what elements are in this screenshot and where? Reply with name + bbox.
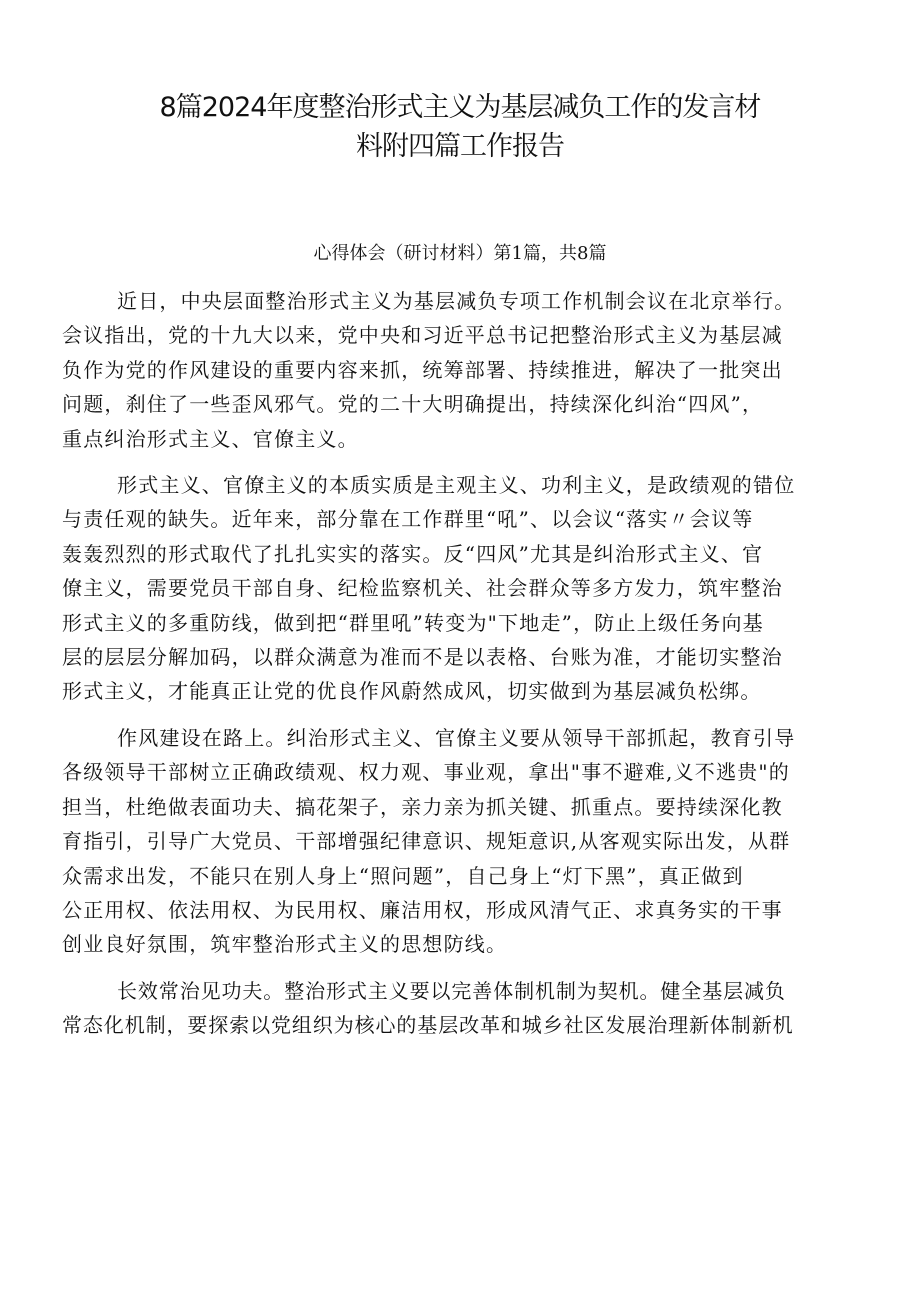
- text-line: 负作为党的作风建设的重要内容来抓，统筹部署、持续推进，解决了一批突出: [62, 357, 783, 382]
- text-line: 众需求出发，不能只在别人身上“照问题”，自己身上“灯下黑”，真正做到: [62, 863, 744, 888]
- paragraph-4: [62, 974, 862, 1043]
- text-line: 长效常治见功夫。整治形式主义要以完善体制机制为契机。健全基层减负: [117, 978, 786, 1003]
- text-line: 作风建设在路上。纠治形式主义、官僚主义要从领导干部抓起，教育引导: [117, 725, 796, 750]
- section-subtitle: 心得体会（研讨材料）第1篇，共8篇: [313, 243, 607, 264]
- text-line: 担当，杜绝做表面功夫、搞花架子，亲力亲为抓关键、抓重点。要持续深化教: [62, 794, 783, 819]
- document-body: [62, 284, 862, 1055]
- text-line: 与责任观的缺失。近年来，部分靠在工作群里“吼”、以会议“落实〃会议等: [62, 507, 754, 532]
- paragraph-2: [62, 468, 862, 709]
- text-line: 育指引，引导广大党员、干部增强纪律意识、规矩意识,从客观实际出发，从群: [62, 829, 791, 854]
- text-line: 轰轰烈烈的形式取代了扎扎实实的落实。反“四风”尤其是纠治形式主义、官: [62, 541, 764, 566]
- text-line: 形式主义，才能真正让党的优良作风蔚然成风，切实做到为基层减负松绑。: [62, 679, 762, 704]
- document-title: [100, 88, 820, 166]
- text-line: 重点纠治形式主义、官僚主义。: [62, 426, 359, 451]
- text-line: 常态化机制，要探索以党组织为核心的基层改革和城乡社区发展治理新体制新机: [62, 1013, 794, 1038]
- text-line: 僚主义，需要党员干部自身、纪检监察机关、社会群众等多方发力，筑牢整治: [62, 576, 783, 601]
- title-line: 8篇2024年度整治形式主义为基层减负工作的发言材: [159, 92, 761, 123]
- text-line: 公正用权、依法用权、为民用权、廉洁用权，形成风清气正、求真务实的干事: [62, 897, 783, 922]
- text-line: 创业良好氛围，筑牢整治形式主义的思想防线。: [62, 932, 508, 957]
- text-line: 近日，中央层面整治形式主义为基层减负专项工作机制会议在北京举行。: [117, 289, 796, 313]
- text-line: 层的层层分解加码，以群众满意为准而不是以表格、台账为准，才能切实整治: [62, 645, 783, 670]
- text-line: 形式主义的多重防线，做到把“群里吼”转变为"下地走”，防止上级任务向基: [62, 610, 764, 635]
- text-line: 问题，刹住了一些歪风邪气。党的二十大明确提出，持续深化纠治“四风”，: [62, 392, 764, 417]
- text-line: 会议指出，党的十九大以来，党中央和习近平总书记把整治形式主义为基层减: [62, 323, 783, 348]
- text-line: 形式主义、官僚主义的本质实质是主观主义、功利主义，是政绩观的错位: [117, 473, 796, 498]
- text-line: 各级领导干部树立正确政绩观、权力观、事业观，拿出"事不避难,义不逃贵"的: [62, 760, 790, 785]
- title-line: 料附四篇工作报告: [356, 131, 564, 162]
- paragraph-3: [62, 721, 862, 962]
- paragraph-1: [62, 284, 862, 456]
